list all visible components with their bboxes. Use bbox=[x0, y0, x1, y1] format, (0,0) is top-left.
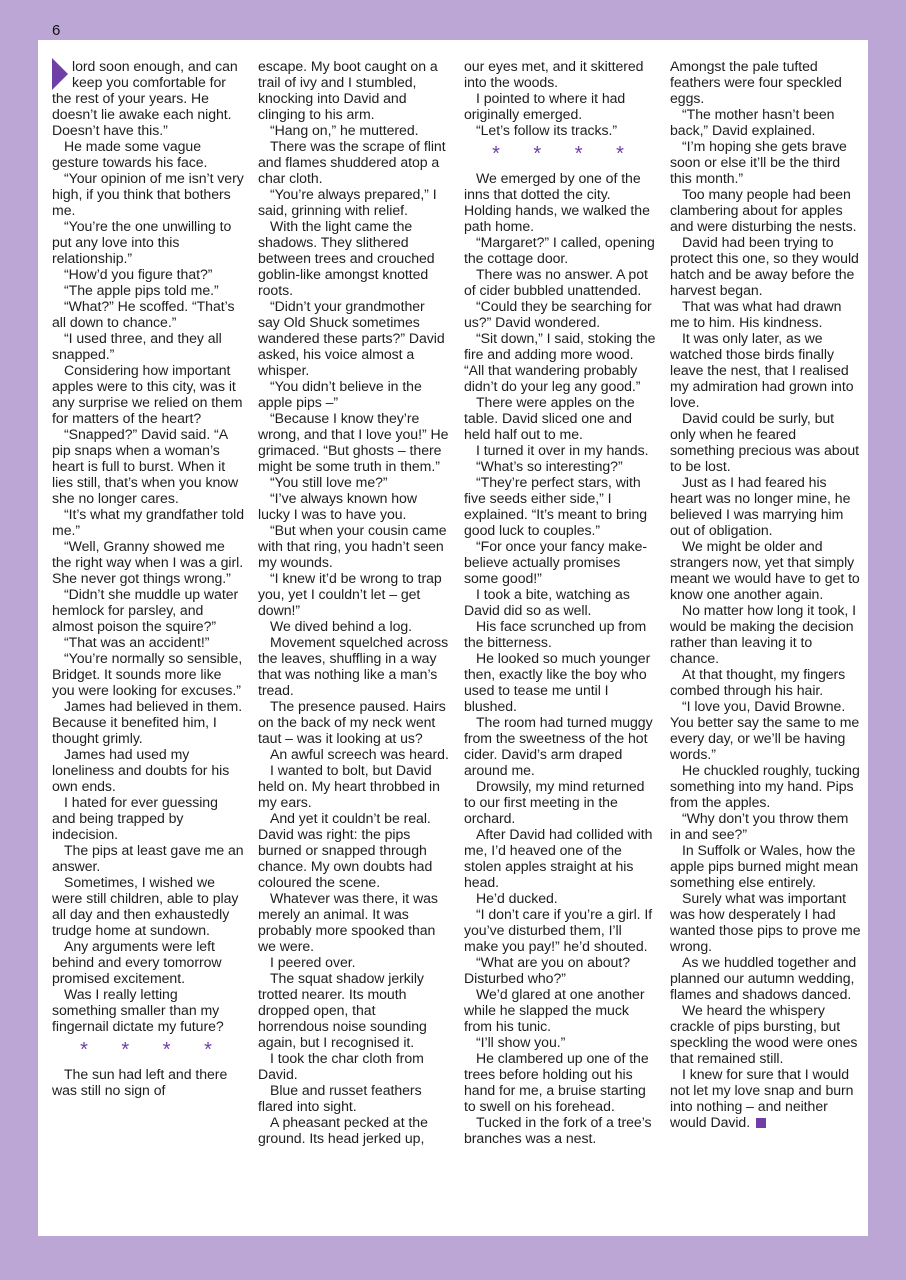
paragraph: “That was an accident!” bbox=[64, 634, 210, 650]
paragraph: And yet it couldn’t be real. David was right: the pips burned or snapped through chance. My own doubts had coloured the scene. bbox=[258, 810, 433, 890]
paragraph: He looked so much younger then, exactly like the boy who used to tease me until I blushed. bbox=[464, 650, 651, 714]
paragraph: “I used three, and they all snapped.” bbox=[52, 330, 222, 362]
paragraph: “The mother hasn’t been back,” David explained. bbox=[670, 106, 835, 138]
section-break-ornament: * * * * bbox=[492, 143, 638, 165]
paragraph: “They’re perfect stars, with five seeds either side,” I explained. “It’s meant to bring good luck to couples.” bbox=[464, 474, 648, 538]
paragraph: “Snapped?” David said. “A pip snaps when a woman’s heart is full to burst. When it lies still, that’s when you know she no longer cares. bbox=[52, 426, 239, 506]
paragraph: Just as I had feared his heart was no longer mine, he believed I was marrying him out of obligation. bbox=[670, 474, 851, 538]
paragraph: “It’s what my grandfather told me.” bbox=[52, 506, 244, 538]
paragraph: “Your opinion of me isn’t very high, if you think that bothers me. bbox=[52, 170, 244, 218]
paragraph: “Didn’t she muddle up water hemlock for parsley, and almost poison the squire?” bbox=[52, 586, 239, 634]
paragraph: escape. My boot caught on a trail of ivy and I stumbled, knocking into David and clinging to his arm. bbox=[258, 58, 438, 122]
paragraph: At that thought, my fingers combed through his hair. bbox=[670, 666, 846, 698]
paragraph: It was only later, as we watched those birds finally leave the nest, that I realised my admiration had grown into love. bbox=[670, 330, 854, 410]
paragraph: He’d ducked. bbox=[476, 890, 558, 906]
paragraph: “Could they be searching for us?” David wondered. bbox=[464, 298, 652, 330]
paragraph: James had used my loneliness and doubts for his own ends. bbox=[52, 746, 230, 794]
paragraph: A pheasant pecked at the ground. Its head jerked up, bbox=[258, 1114, 428, 1146]
paragraph: “I love you, David Browne. You better say the same to me every day, or we’ll be having words.” bbox=[670, 698, 860, 762]
paragraph: No matter how long it took, I would be making the decision rather than leaving it to chance. bbox=[670, 602, 857, 666]
continuation-arrow-icon bbox=[52, 58, 68, 90]
paragraph: The room had turned muggy from the sweetness of the hot cider. David’s arm draped around me. bbox=[464, 714, 653, 778]
paragraph: Movement squelched across the leaves, shuffling in a way that was nothing like a man’s tread. bbox=[258, 634, 449, 698]
paragraph: That was what had drawn me to him. His kindness. bbox=[670, 298, 842, 330]
paragraph: Sometimes, I wished we were still children, able to play all day and then exhaustedly trudge home at sundown. bbox=[52, 874, 239, 938]
paragraph: There were apples on the table. David sliced one and held half out to me. bbox=[464, 394, 635, 442]
paragraph: “What’s so interesting?” bbox=[476, 458, 623, 474]
paragraph: David had been trying to protect this one, so they would hatch and be away before the harvest began. bbox=[670, 234, 859, 298]
paragraph: He chuckled roughly, tucking something into my hand. Pips from the apples. bbox=[670, 762, 860, 810]
paragraph: “I knew it’d be wrong to trap you, yet I couldn’t let – get down!” bbox=[258, 570, 442, 618]
paragraph: our eyes met, and it skittered into the woods. bbox=[464, 58, 644, 90]
paragraph: I hated for ever guessing and being trapped by indecision. bbox=[52, 794, 218, 842]
paragraph: The squat shadow jerkily trotted nearer. Its mouth dropped open, that horrendous noise sounding again, but I recognised it. bbox=[258, 970, 427, 1050]
article-columns bbox=[52, 58, 861, 1228]
paragraph: lord soon enough, and can keep you comfortable for the rest of your years. He doesn’t lie awake each night. Doesn’t have this.” bbox=[52, 58, 238, 138]
paragraph: “You’re normally so sensible, Bridget. It sounds more like you were looking for excuses.” bbox=[52, 650, 243, 698]
paragraph: “Let’s follow its tracks.” bbox=[476, 122, 617, 138]
paragraph: An awful screech was heard. bbox=[270, 746, 449, 762]
paragraph: “You didn’t believe in the apple pips –” bbox=[258, 378, 422, 410]
column-3 bbox=[464, 58, 656, 1146]
paragraph: “For once your fancy make-believe actually promises some good!” bbox=[464, 538, 648, 586]
paragraph: “Because I know they’re wrong, and that I love you!” He grimaced. “But ghosts – there might be some truth in them.” bbox=[258, 410, 449, 474]
paragraph: We emerged by one of the inns that dotted the city. Holding hands, we walked the path home. bbox=[464, 170, 650, 234]
paragraph: I peered over. bbox=[270, 954, 356, 970]
paragraph: His face scrunched up from the bitterness. bbox=[464, 618, 647, 650]
paragraph: In Suffolk or Wales, how the apple pips burned might mean something else entirely. bbox=[670, 842, 859, 890]
paragraph: “You still love me?” bbox=[270, 474, 388, 490]
paragraph: “How’d you figure that?” bbox=[64, 266, 213, 282]
paragraph: “You’re the one unwilling to put any love into this relationship.” bbox=[52, 218, 232, 266]
paragraph: Any arguments were left behind and every tomorrow promised excitement. bbox=[52, 938, 222, 986]
paragraph: “Sit down,” I said, stoking the fire and adding more wood. “All that wandering probably didn’t do your leg any good.” bbox=[464, 330, 656, 394]
paragraph: Blue and russet feathers flared into sight. bbox=[258, 1082, 422, 1114]
paragraph: As we huddled together and planned our autumn wedding, flames and shadows danced. bbox=[670, 954, 857, 1002]
paragraph: “The apple pips told me.” bbox=[64, 282, 219, 298]
paragraph: I took the char cloth from David. bbox=[258, 1050, 424, 1082]
paragraph: Surely what was important was how desperately I had wanted those pips to prove me wrong. bbox=[670, 890, 861, 954]
paragraph: Too many people had been clambering about for apples and were disturbing the nests. bbox=[670, 186, 857, 234]
column-4 bbox=[670, 58, 862, 1130]
column-1 bbox=[52, 58, 244, 1098]
section-break-ornament: * * * * bbox=[80, 1039, 226, 1061]
paragraph: Was I really letting something smaller than my fingernail dictate my future? bbox=[52, 986, 224, 1034]
column-2 bbox=[258, 58, 450, 1146]
paragraph: He made some vague gesture towards his face. bbox=[52, 138, 208, 170]
paragraph: The presence paused. Hairs on the back of my neck went taut – was it looking at us? bbox=[258, 698, 446, 746]
paragraph: Tucked in the fork of a tree’s branches was a nest. bbox=[464, 1114, 652, 1146]
paragraph: Drowsily, my mind returned to our first meeting in the orchard. bbox=[464, 778, 645, 826]
paragraph: “Didn’t your grandmother say Old Shuck sometimes wandered these parts?” David asked, his voice almost a whisper. bbox=[258, 298, 445, 378]
paragraph: “What?” He scoffed. “That’s all down to chance.” bbox=[52, 298, 235, 330]
paragraph: “I don’t care if you’re a girl. If you’ve disturbed them, I’ll make you pay!” he’d shouted. bbox=[464, 906, 653, 954]
paragraph: James had believed in them. Because it benefited him, I thought grimly. bbox=[52, 698, 243, 746]
paragraph: After David had collided with me, I’d heaved one of the stolen apples straight at his head. bbox=[464, 826, 653, 890]
paragraph: “I’ll show you.” bbox=[476, 1034, 566, 1050]
paragraph: “But when your cousin came with that ring, you hadn’t seen my wounds. bbox=[258, 522, 447, 570]
paragraph: I pointed to where it had originally emerged. bbox=[464, 90, 626, 122]
paragraph: There was the scrape of flint and flames shuddered atop a char cloth. bbox=[258, 138, 446, 186]
paragraph: “I’m hoping she gets brave soon or else it’ll be the third this month.” bbox=[670, 138, 847, 186]
paragraph: I wanted to bolt, but David held on. My heart throbbed in my ears. bbox=[258, 762, 440, 810]
paragraph: Whatever was there, it was merely an animal. It was probably more spooked than we were. bbox=[258, 890, 438, 954]
paragraph: There was no answer. A pot of cider bubbled unattended. bbox=[464, 266, 648, 298]
paragraph: The sun had left and there was still no sign of bbox=[52, 1066, 228, 1098]
page-sheet bbox=[38, 40, 868, 1236]
paragraph: We heard the whispery crackle of pips bursting, but speckling the wood were ones that remained still. bbox=[670, 1002, 858, 1066]
paragraph: With the light came the shadows. They slithered between trees and crouched goblin-like amongst knotted roots. bbox=[258, 218, 435, 298]
page-number: 6 bbox=[52, 22, 61, 39]
paragraph: “I’ve always known how lucky I was to have you. bbox=[258, 490, 417, 522]
paragraph: “What are you on about? Disturbed who?” bbox=[464, 954, 630, 986]
paragraph: “Why don’t you throw them in and see?” bbox=[670, 810, 849, 842]
paragraph: The pips at least gave me an answer. bbox=[52, 842, 244, 874]
paragraph: “You’re always prepared,” I said, grinning with relief. bbox=[258, 186, 437, 218]
paragraph: I knew for sure that I would not let my love snap and burn into nothing – and neither would David. bbox=[670, 1066, 854, 1130]
paragraph: “Well, Granny showed me the right way when I was a girl. She never got things wrong.” bbox=[52, 538, 244, 586]
paragraph: I took a bite, watching as David did so as well. bbox=[464, 586, 630, 618]
paragraph: We dived behind a log. bbox=[270, 618, 413, 634]
paragraph: We might be older and strangers now, yet that simply meant we would have to get to know one another again. bbox=[670, 538, 860, 602]
end-of-story-square-icon bbox=[756, 1118, 766, 1128]
paragraph: I turned it over in my hands. bbox=[476, 442, 649, 458]
paragraph: Amongst the pale tufted feathers were four speckled eggs. bbox=[670, 58, 842, 106]
paragraph: He clambered up one of the trees before holding out his hand for me, a bruise starting to swell on his forehead. bbox=[464, 1050, 649, 1114]
paragraph: “Hang on,” he muttered. bbox=[270, 122, 419, 138]
paragraph: Considering how important apples were to this city, was it any surprise we relied on them for matters of the heart? bbox=[52, 362, 243, 426]
paragraph: We’d glared at one another while he slapped the muck from his tunic. bbox=[464, 986, 645, 1034]
paragraph: “Margaret?” I called, opening the cottage door. bbox=[464, 234, 655, 266]
paragraph: David could be surly, but only when he feared something precious was about to be lost. bbox=[670, 410, 859, 474]
